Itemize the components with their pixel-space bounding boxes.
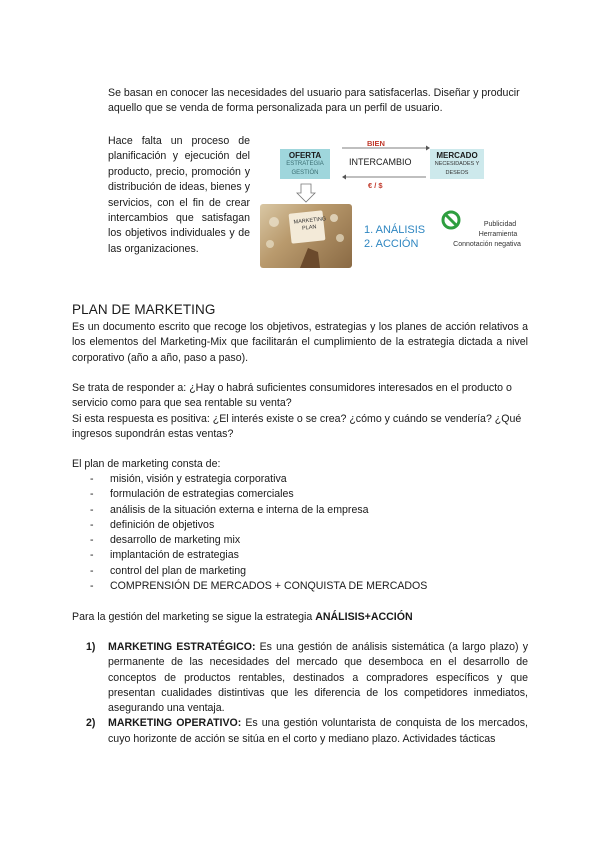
down-arrow-icon [296,183,316,203]
plan-items-list [110,472,510,594]
strategy-bold: ANÁLISIS+ACCIÓN [315,611,413,623]
step-analisis: 1. ANÁLISIS [364,224,426,236]
list-item: - desarrollo de marketing mix [110,533,510,548]
plan-definition: Es un documento escrito que recoge los objetivos, estrategias y los planes de acción relativos a los elementos del Marketing-Mix que facilitarán el cumplimiento de la estrategia dictada a nivel corporativo (año a año, paso a paso). [72,321,528,364]
list-item: - análisis de la situación externa e interna de la empresa [110,503,510,518]
numbered-list [86,640,528,747]
photo-text: MARKETING PLAN [293,216,327,232]
item-title: MARKETING OPERATIVO: [108,717,242,730]
marketing-plan-photo [260,204,352,268]
plan-question-1: Se trata de responder a: ¿Hay o habrá suficientes consumidores interesados en el producto o servicio como para que sea rentable su venta? [72,382,512,410]
item-number: 2) [86,717,96,730]
item-title: MARKETING ESTRATÉGICO: [108,641,256,653]
intro-paragraph: Se basan en conocer las necesidades del usuario para satisfacerlas. Diseñar y producir aquello que se venda de forma personalizada para un perfil de usuario. [108,87,520,115]
numbered-item-estrategico [86,640,528,716]
oferta-box [280,149,330,179]
oferta-title: OFERTA [288,151,322,160]
legend-herramienta: Herramienta [478,231,518,238]
list-item: - COMPRENSIÓN DE MERCADOS + CONQUISTA DE MERCADOS [110,579,510,594]
item-text: Es una gestión voluntarista de conquista de los mercados, cuyo horizonte de acción se sitúa en el corto y mediano plazo. Actividades tácticas [108,717,528,745]
item-text: Es una gestión de análisis sistemática (a largo plazo) y permanente de las necesidades del mercado que desemboca en el desarrollo de conceptos de productos rentables, destinados a compradores específicos y que presentan cualidades distintivas que les diferencia de los competidores inmediatos, asegurando una ventaja. [108,641,528,715]
mercado-subtitle: NECESIDADES Y DESEOS [434,161,480,176]
intercambio-label: INTERCAMBIO [349,157,412,167]
legend-block [444,220,530,250]
legend-connotacion: Connotación negativa [453,241,521,248]
list-item: - implantación de estrategias [110,548,510,563]
section-heading: PLAN DE MARKETING [72,302,216,317]
list-item: - misión, visión y estrategia corporativa [110,472,510,487]
bien-label: BIEN [367,139,385,148]
strategy-line [72,610,528,625]
strategy-prefix: Para la gestión del marketing se sigue la estrategia [72,611,316,623]
list-item: - control del plan de marketing [110,564,510,579]
mercado-title: MERCADO [436,151,478,160]
plan-question-2: Si esta respuesta es positiva: ¿El interés existe o se crea? ¿cómo y cuándo se vendería? ¿Qué ingresos supondrán estas ventas? [72,413,522,441]
oferta-subtitle: ESTRATEGIA GESTIÓN [286,161,324,176]
list-item: - definición de objetivos [110,518,510,533]
money-label: € / $ [368,181,383,190]
legend-publicidad: Publicidad [483,221,517,228]
step-accion: 2. ACCIÓN [364,238,419,250]
photo-icons [260,204,352,268]
numbered-item-operativo [86,716,528,747]
left-paragraph: Hace falta un proceso de planificación y ejecución del producto, precio, promoción y distribución de ideas, bienes y servicios, con el fin de crear intercambios que satisfagan los objetivos individuales y de las organizaciones. [108,135,250,255]
item-number: 1) [86,641,96,653]
list-item: - formulación de estrategias comerciales [110,487,510,502]
consta-intro: El plan de marketing consta de: [72,458,221,470]
mercado-box [430,149,484,179]
